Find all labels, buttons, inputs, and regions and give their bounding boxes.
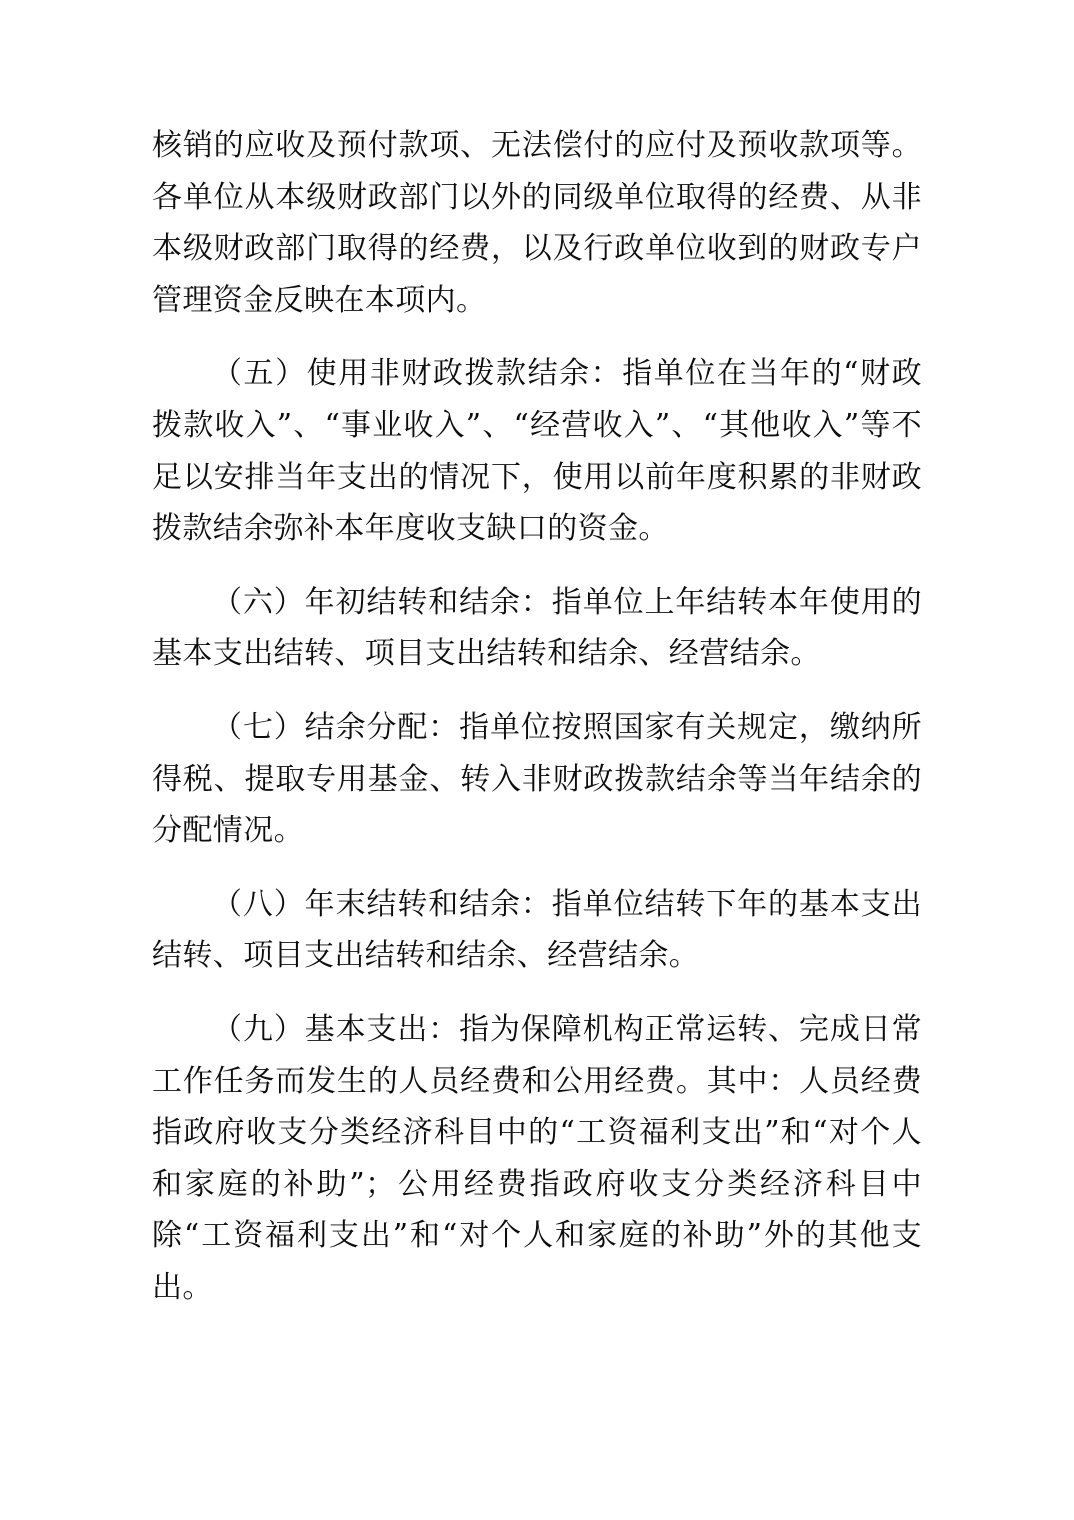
paragraph-continuation: 核销的应收及预付款项、无法偿付的应付及预收款项等。各单位从本级财政部门以外的同级单位取得的经费、从非本级财政部门取得的经费，以及行政单位收到的财政专户管理资金反映在本项内。 [152, 128, 922, 318]
document-body [152, 120, 922, 1313]
paragraph-item-5: （五）使用非财政拨款结余：指单位在当年的“财政拨款收入”、“事业收入”、“经营收入”、“其他收入”等不足以安排当年支出的情况下，使用以前年度积累的非财政拨款结余弥补本年度收支缺口的资金。 [152, 356, 922, 547]
paragraph-item-8: （八）年末结转和结余：指单位结转下年的基本支出结转、项目支出结转和结余、经营结余。 [152, 886, 922, 974]
paragraph-item-9: （九）基本支出：指为保障机构正常运转、完成日常工作任务而发生的人员经费和公用经费。其中：人员经费指政府收支分类经济科目中的“工资福利支出”和“对个人和家庭的补助”；公用经费指政府收支分类经济科目中除“工资福利支出”和“对个人和家庭的补助”外的其他支出。 [152, 1011, 922, 1305]
paragraph-item-7: （七）结余分配：指单位按照国家有关规定，缴纳所得税、提取专用基金、转入非财政拨款结余等当年结余的分配情况。 [152, 709, 922, 849]
paragraph-item-6: （六）年初结转和结余：指单位上年结转本年使用的基本支出结转、项目支出结转和结余、经营结余。 [152, 584, 922, 672]
